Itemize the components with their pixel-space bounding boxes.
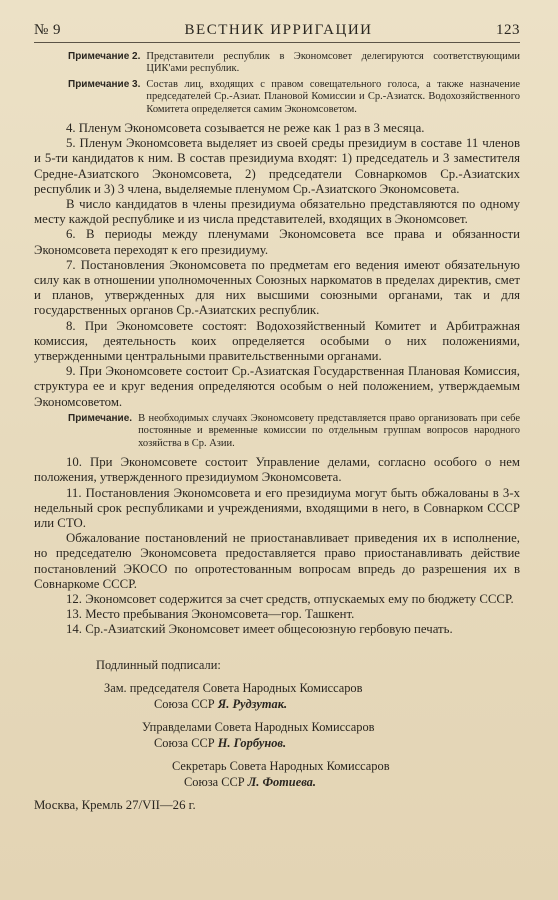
note-label: Примечание 2. [68, 51, 141, 62]
paragraph: В число кандидатов в члены президиума обязательно представляются по одному месту каждой республике и из числа представителей, входящих в Экономсовет. [34, 197, 520, 227]
paragraph: 10. При Экономсовете состоит Управление делами, согласно особого о нем положения, утвержденного президиумом Экономсовета. [34, 455, 520, 485]
signature-org: Союза ССР [154, 735, 215, 750]
signature-org-line [34, 775, 520, 791]
note-label: Примечание. [68, 412, 133, 424]
note-text: Представители республик в Экономсовет делегируются соответствующими ЦИК'ами республик. [146, 51, 520, 75]
page-header [34, 22, 520, 43]
note-text: В необходимых случаях Экономсовету представляется право организовать при себе постоянные и временные комиссии по отдельным группам вопросов народного хозяйства в Ср. Азии. [138, 412, 520, 449]
paragraph: 13. Место пребывания Экономсовета—гор. Ташкент. [66, 607, 355, 622]
paragraph: 14. Ср.-Азиатский Экономсовет имеет общесоюзную гербовую печать. [66, 622, 453, 637]
note-text: Состав лиц, входящих с правом совещательного голоса, а также назначение председателей Ср.-Азиат. Плановой Комиссии и Ср.-Азиатск. Водохозяйственного Комитета определяется самим Экономсоветом. [146, 78, 520, 115]
issue-number: № 9 [34, 22, 62, 38]
signature-org-line [34, 697, 520, 713]
signature-position: Секретарь Совета Народных Комиссаров [172, 759, 390, 774]
paragraph: 8. При Экономсовете состоят: Водохозяйственный Комитет и Арбитражная комиссия, деятельность коих определяется особыми о них положениями, утвержденными центральными правительственными органами. [34, 318, 520, 364]
note [34, 79, 520, 116]
signature-name: Л. Фотиева. [247, 774, 316, 789]
signatures-block [34, 658, 520, 791]
note-label: Примечание 3. [68, 78, 141, 90]
page-number: 123 [495, 22, 520, 38]
signature-position: Управделами Совета Народных Комиссаров [142, 720, 375, 735]
signature-position: Зам. председателя Совета Народных Комиссаров [104, 681, 363, 696]
journal-title: ВЕСТНИК ИРРИГАЦИИ [184, 22, 373, 38]
signature [34, 759, 520, 790]
paragraph: Обжалование постановлений не приостанавливает приведения их в исполнение, но председателю Экономсовета предоставляется право приостанавливать действие постановлений ЭКОСО по опротестованным вопросам впредь до разрешения их в Совнаркоме СССР. [34, 531, 520, 591]
signature-name: Н. Горбунов. [217, 735, 287, 750]
signature-org-line [34, 736, 520, 752]
paragraph: 12. Экономсовет содержится за счет средств, отпускаемых ему по бюджету СССР. [66, 591, 514, 606]
paragraph: 6. В периоды между пленумами Экономсовета все права и обязанности Экономсовета переходят к его президиуму. [34, 227, 520, 257]
note [34, 51, 520, 76]
signature-org: Союза ССР [184, 774, 245, 789]
signatures-intro: Подлинный подписали: [96, 657, 221, 672]
paragraph: 5. Пленум Экономсовета выделяет из своей среды президиум в составе 11 членов и 5-ти кандидатов к ним. В состав президиума входят: 1) председатель и 3 заместителя Средне-Азиатского Экономсовета, 2) председатели Совнаркомов Ср.-Азиатских республик и 3) 3 члена, выделяемые пленумом Ср.-Азиатского Экономсовета. [34, 136, 520, 196]
place-date: Москва, Кремль 27/VII—26 г. [34, 798, 196, 813]
note [34, 413, 520, 450]
signature [34, 720, 520, 751]
signature-name: Я. Рудзутак. [217, 696, 288, 711]
signature [34, 681, 520, 712]
paragraph: 9. При Экономсовете состоит Ср.-Азиатская Государственная Плановая Комиссия, структура ее и круг ведения определяются особым о ней положением, утверждаемым Экономсоветом. [34, 364, 520, 409]
paragraph: 4. Пленум Экономсовета созывается не реже как 1 раз в 3 месяца. [66, 121, 425, 136]
paragraph: 7. Постановления Экономсовета по предметам его ведения имеют обязательную силу как в отношении уполномоченных Союзных наркоматов в пределах директив, смет и планов, утвержденных для них высшими союзными органами, так и для государственных органов Ср.-Азиатских республик. [34, 257, 520, 318]
paragraph: 11. Постановления Экономсовета и его президиума могут быть обжалованы в 3-х недельный срок республиками и учреждениями, входящими в него, в Совнарком СССР или СТО. [34, 485, 520, 530]
signature-org: Союза ССР [154, 696, 215, 711]
